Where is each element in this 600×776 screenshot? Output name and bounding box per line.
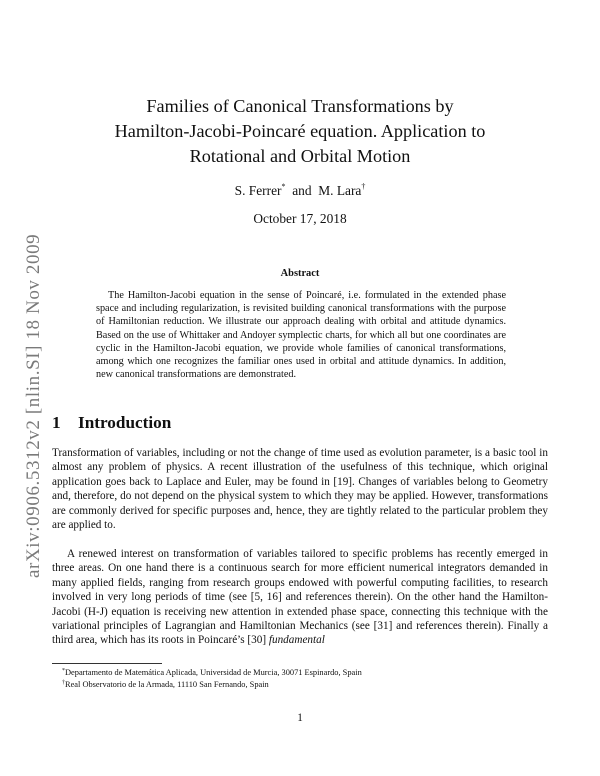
abstract-text: The Hamilton-Jacobi equation in the sense of Poincaré, i.e. formulated in the extended phase space and including regularization, is revisited building canonical transformations with the purpose of Hamiltonian reduction. We illustrate our approach dealing with orbital and attitude dynamics. Based on the use of Whittaker and Andoyer symplectic charts, for which all but one coordinates are cyclic in the Hamilton-Jacobi equation, we provide whole families of canonical transformations, among which one recognizes the familiar ones used in orbital and attitude dynamics. In addition, new canonical transformations are demonstrated. (96, 290, 506, 381)
arxiv-identifier: arXiv:0906.5312v2 [nlin.SI] 18 Nov 2009 (23, 233, 44, 578)
publication-date: October 17, 2018 (253, 211, 347, 226)
author-lara: M. Lara (318, 183, 362, 198)
authors-conjunction: and (292, 183, 312, 198)
footnotes (52, 666, 548, 690)
section-title: Introduction (78, 413, 172, 432)
title-line-2: Hamilton-Jacobi-Poincaré equation. Application to (114, 121, 486, 141)
author-lara-footnote-mark: † (361, 182, 366, 191)
author-ferrer-footnote-mark: * (281, 182, 286, 191)
footnote-rule (52, 663, 162, 664)
footnote-2-mark: † (62, 680, 65, 686)
paragraph-1: Transformation of variables, including or not the change of time used as evolution parameter, is a basic tool in almost any problem of physics. A recent illustration of the usefulness of this technique, which original application goes back to Laplace and Euler, may be found in [19]. Changes of variables belong to Geometry and, therefore, do not depend on the physical system to which they may be applied. However, transformations are commonly derived for specific purposes and, hence, they are tightly related to the particular problem they are applied to. (52, 447, 548, 532)
paragraph-2 (52, 547, 548, 648)
title-line-1: Families of Canonical Transformations by (146, 96, 454, 116)
paragraph-2-italic-word: fundamental (268, 634, 325, 647)
section-heading (52, 413, 171, 433)
footnote-1-text: Departamento de Matemática Aplicada, Universidad de Murcia, 30071 Espinardo, Spain (65, 668, 362, 677)
title-line-3: Rotational and Orbital Motion (189, 146, 411, 166)
abstract-heading: Abstract (280, 268, 320, 279)
footnote-2-text: Real Observatorio de la Armada, 11110 San Fernando, Spain (65, 680, 269, 689)
footnote-2 (52, 678, 548, 690)
author-ferrer: S. Ferrer (234, 183, 282, 198)
page-number: 1 (297, 712, 303, 724)
footnote-1-mark: * (62, 668, 65, 674)
paragraph-2-text: A renewed interest on transformation of variables tailored to specific problems has recently emerged in three areas. On one hand there is a continuous search for more efficient numerical integrators demanded in many applied fields, ranging from research groups endowed with powerful computing facilities, to research involved in very long periods of time (see [5, 16] and references therein). On the other hand the Hamilton-Jacobi (H-J) equation is receiving new attention in extended phase space, connecting this technique with the variational principles of Lagrangian and Hamiltonian Mechanics (see [31] and references therein). Finally a third area, which has its roots in Poincaré’s [30] (52, 548, 548, 647)
authors (60, 182, 540, 199)
section-number: 1 (52, 413, 61, 432)
footnote-1 (52, 666, 548, 678)
paper-title (60, 94, 540, 169)
